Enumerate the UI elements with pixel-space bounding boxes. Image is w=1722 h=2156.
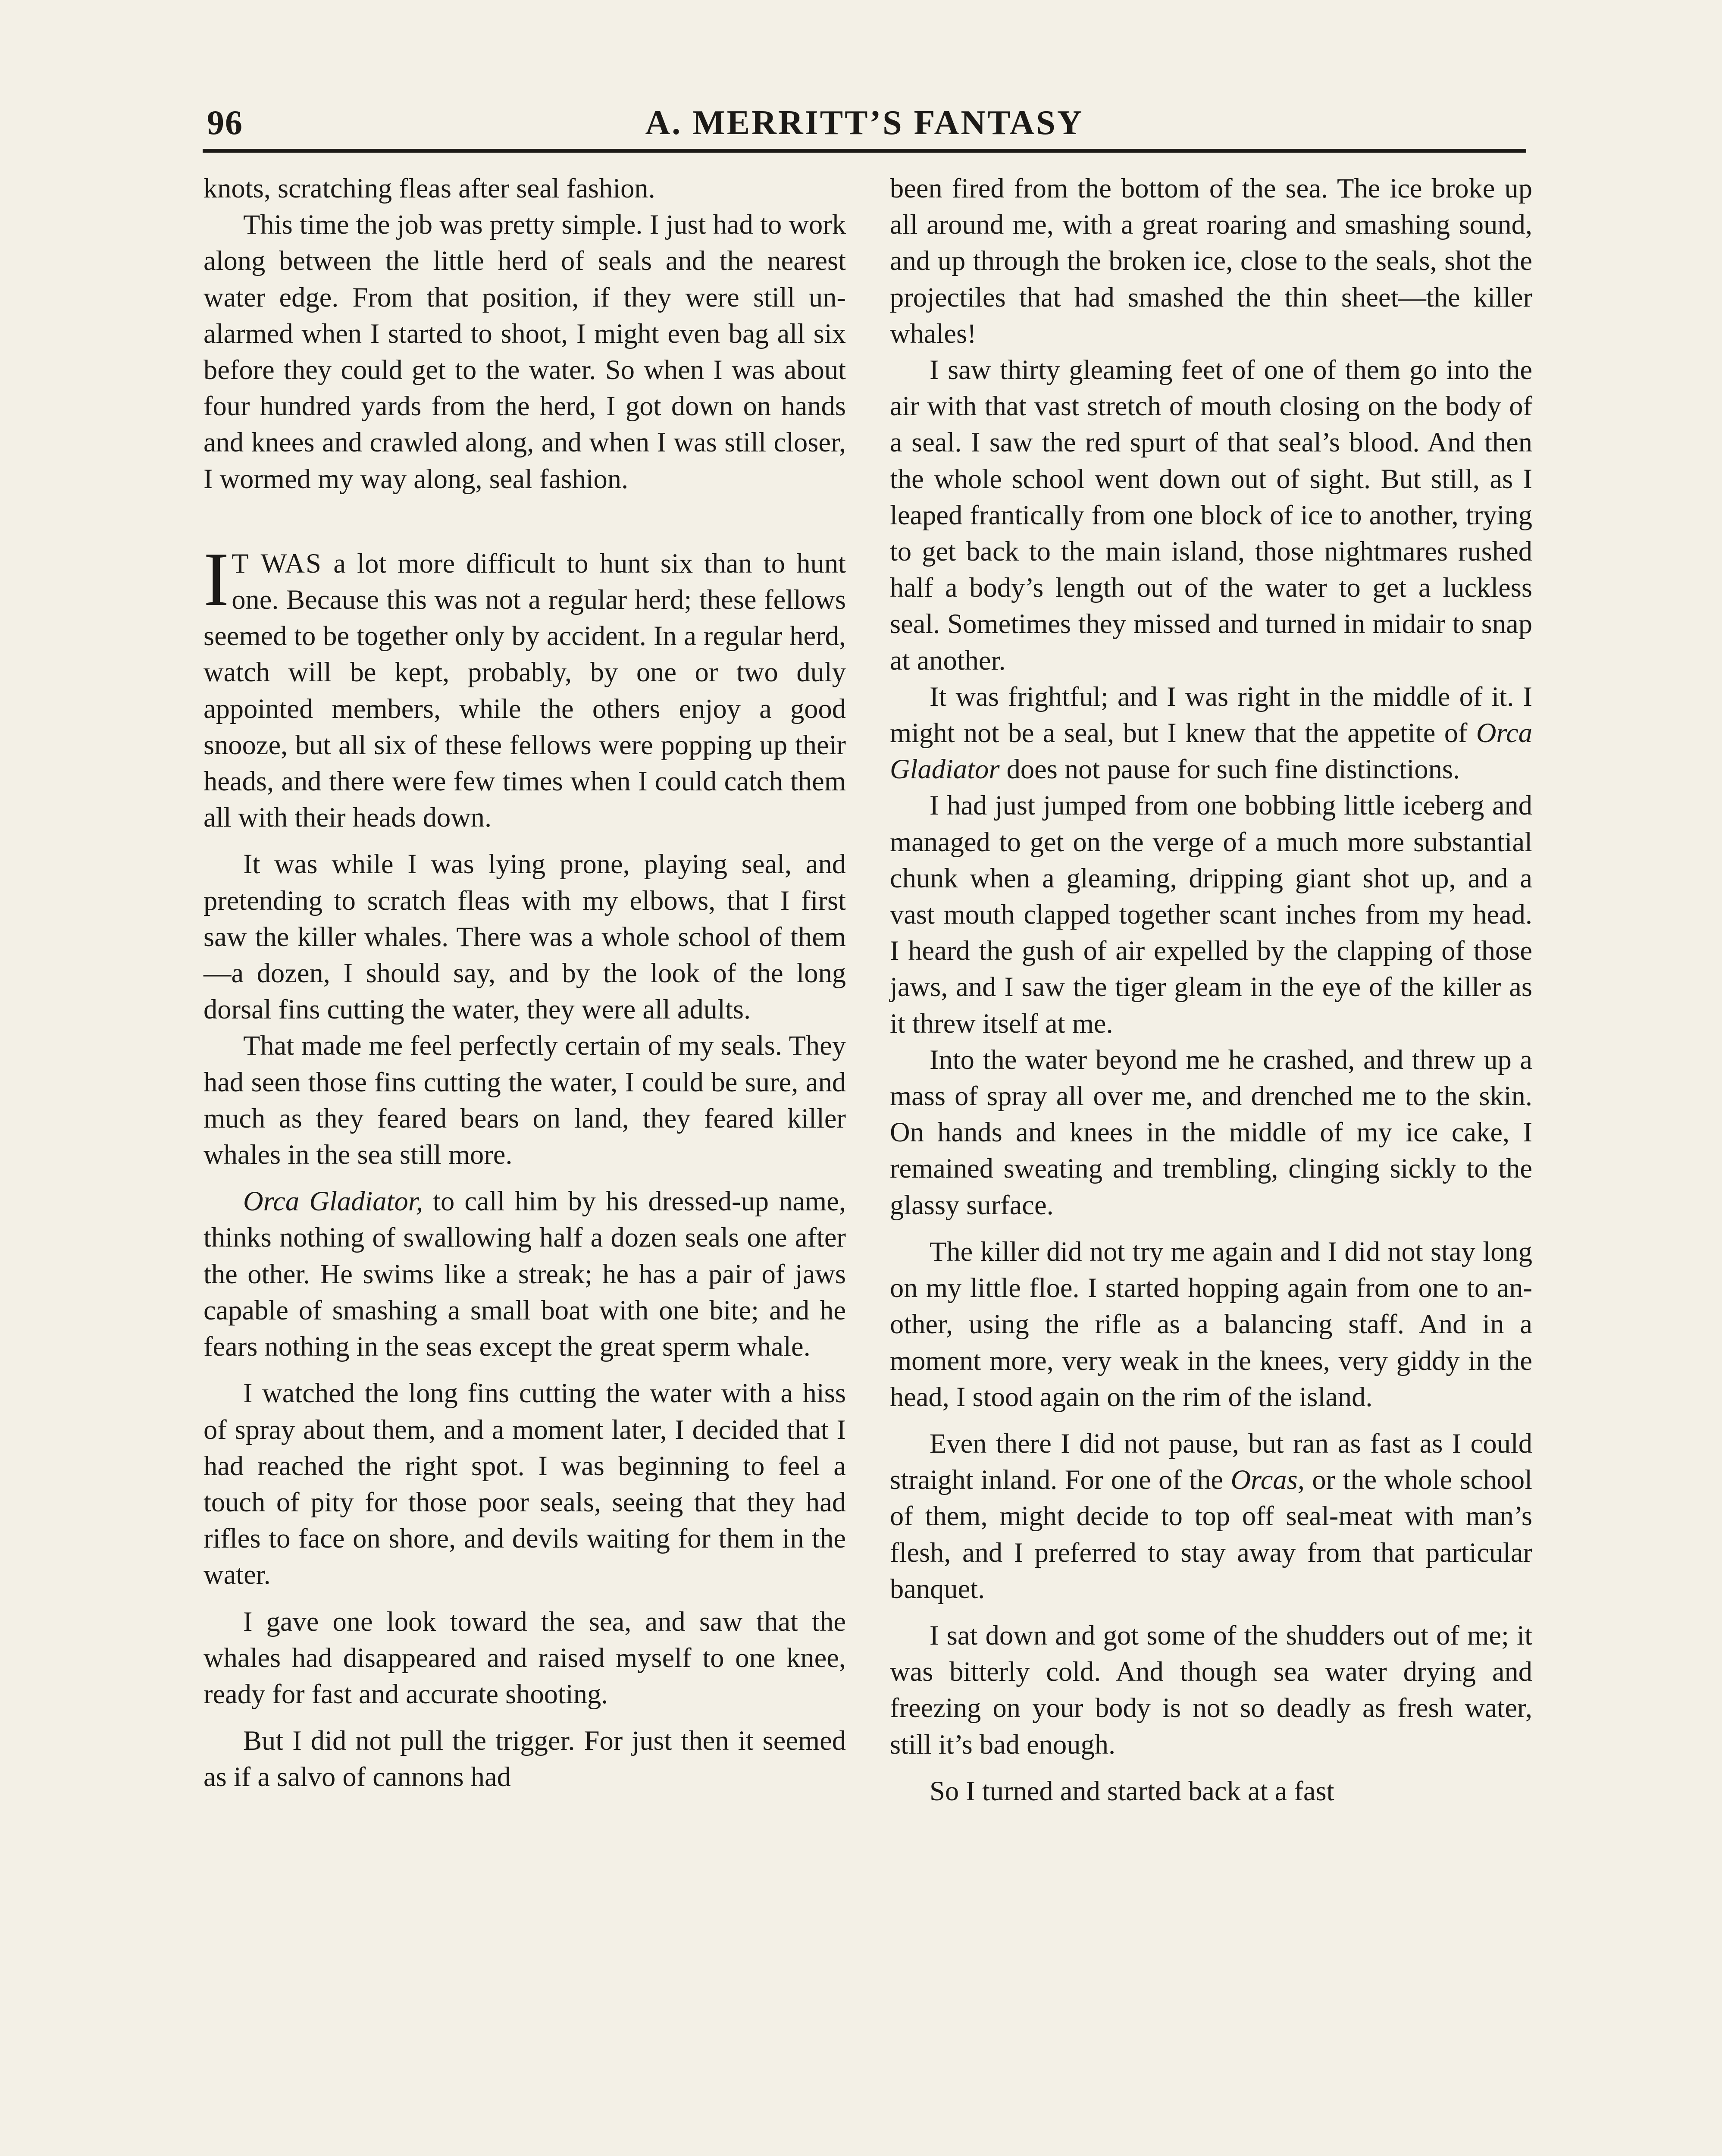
paragraph: I gave one look toward the sea, and saw that the whales had disappeared and raised myself to one knee, ready for fast and accurate shooting. [204, 1606, 846, 1709]
paragraph: knots, scratching fleas after seal fashion. [204, 173, 655, 204]
page-header [203, 101, 1526, 153]
italic-name: Orca Gladiator [890, 718, 1532, 785]
paragraph: been fired from the bottom of the sea. The ice broke up all around me, with a great roaring and smashing sound, and up through the broken ice, close to the seals, shot the projectiles that had smashed the thin sheet—the killer whales! [890, 173, 1532, 349]
section-lead: T WAS [232, 548, 322, 579]
section-opening-paragraph [204, 536, 846, 836]
paragraph-text: or the whole school of them, might decide to top off seal-meat with man’s flesh, and I preferred to stay away from that particular banquet. [890, 1464, 1532, 1604]
paragraph-text: a lot more difficult to hunt six than to hunt one. Because this was not a regular herd; these fellows seemed to be together only by accident. In a regular herd, watch will be kept, probably, by one or two duly appointed members, while the others enjoy a good snooze, but all six of these fellows were popping up their heads, and there were few times when I could catch them all with their heads down. [204, 548, 846, 833]
running-title: A. MERRITT’S FANTASY [645, 104, 1084, 142]
paragraph: But I did not pull the trigger. For just then it seemed as if a salvo of cannons had [204, 1725, 846, 1792]
paragraph: That made me feel perfectly certain of my seals. They had seen those fins cutting the water, I could be sure, and much as they feared bears on land, they feared killer whales in the sea still more. [204, 1030, 846, 1170]
left-column [204, 170, 846, 1796]
paragraph-text: Even there I did not pause, but ran as fast as I could straight inland. For one of the [890, 1428, 1532, 1495]
paragraph: This time the job was pretty simple. I just had to work along between the little herd of seals and the nearest water edge. From that position, if they were still unalarmed when I started to shoot, I might even bag all six before they could get to the water. So when I was about four hundred yards from the herd, I got down on hands and knees and crawled along, and when I was still closer, I wormed my way along, seal fashion. [204, 209, 846, 494]
paragraph-text: It was frightful; and I was right in the middle of it. I might not be a seal, but I knew that the appetite of [890, 681, 1532, 749]
right-column [890, 170, 1532, 1809]
paragraph [890, 679, 1532, 788]
paragraph: Into the water beyond me he crashed, and threw up a mass of spray all over me, and drenched me to the skin. On hands and knees in the middle of my ice cake, I remained sweating and trembling, clinging sickly to the glassy surface. [890, 1044, 1532, 1220]
italic-name: Orcas, [1230, 1464, 1305, 1495]
paragraph: It was while I was lying prone, playing seal, and pretending to scratch fleas with my elbows, that I first saw the killer whales. There was a whole school of them —a dozen, I should say, and by the look of the long dorsal fins cutting the water, they were all adults. [204, 849, 846, 1025]
italic-name: Orca Gladiator, [243, 1186, 423, 1217]
paragraph: I watched the long fins cutting the water with a hiss of spray about them, and a moment later, I decided that I had reached the right spot. I was beginning to feel a touch of pity for those poor seals, seeing that they had rifles to face on shore, and devils waiting for them in the water. [204, 1378, 846, 1590]
paragraph: I saw thirty gleaming feet of one of them go into the air with that vast stretch of mouth closing on the body of a seal. I saw the red spurt of that seal’s blood. And then the whole school went down out of sight. But still, as I leaped frantically from one block of ice to another, trying to get back to the main island, those nightmares rushed half a body’s length out of the water to get a luckless seal. Sometimes they missed and turned in midair to snap at another. [890, 354, 1532, 676]
paragraph [890, 1426, 1532, 1607]
paragraph [204, 1183, 846, 1365]
paragraph-text: does not pause for such fine distinctions. [999, 754, 1460, 785]
paragraph: So I turned and started back at a fast [930, 1775, 1334, 1806]
paragraph-text: to call him by his dressed-up name, thinks nothing of swallowing half a dozen seals one after the other. He swims like a streak; he has a pair of jaws capable of smashing a small boat with one bite; and he fears nothing in the seas except the great sperm whale. [204, 1186, 846, 1362]
paragraph: I sat down and got some of the shudders out of me; it was bitterly cold. And though sea water drying and freezing on your body is not so deadly as fresh water, still it’s bad enough. [890, 1620, 1532, 1760]
page-number: 96 [207, 104, 243, 142]
paragraph: I had just jumped from one bobbing little iceberg and managed to get on the verge of a much more substantial chunk when a gleaming, dripping giant shot up, and a vast mouth clapped together scant inches from my head. I heard the gush of air expelled by the clapping of those jaws, and I saw the tiger gleam in the eye of the killer as it threw itself at me. [890, 790, 1532, 1039]
drop-cap: I [204, 536, 229, 622]
paragraph: The killer did not try me again and I did not stay long on my little floe. I started hopping again from one to another, using the rifle as a balancing staff. And in a moment more, very weak in the knees, very giddy in the head, I stood again on the rim of the island. [890, 1236, 1532, 1412]
